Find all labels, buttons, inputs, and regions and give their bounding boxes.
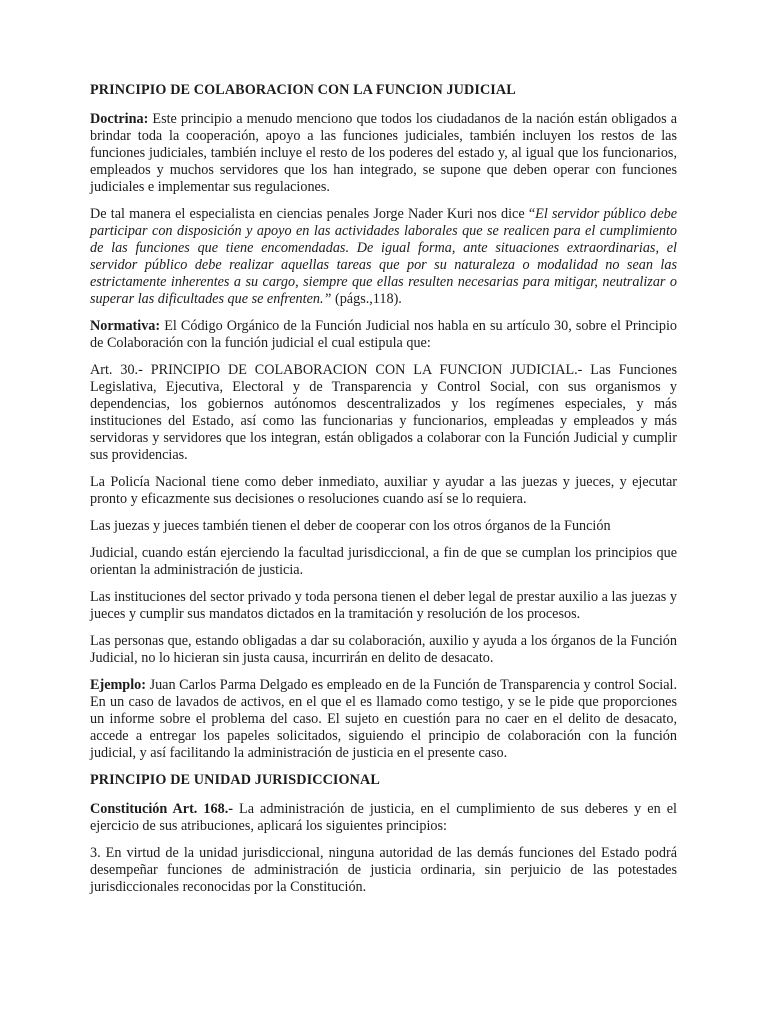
label-doctrina: Doctrina: xyxy=(90,111,149,127)
quote-nader-kuri: El servidor público debe participar con disposición y apoyo en las actividades laborales que se realicen para el cumplimiento de las funciones que tiene encomendadas. De igual forma, ante situaciones extraordinarias, el servidor público debe realizar aquellas tareas que por su naturaleza o modalidad no sean las estrictamente inherentes a su cargo, siempre que ellas resulten necesarias para mitigar, neutralizar o superar las dificultades que se enfrenten.” xyxy=(90,206,678,307)
paragraph-policia: La Policía Nacional tiene como deber inmediato, auxiliar y ayudar a las juezas y jueces, y ejecutar pronto y eficazmente sus decisiones o resoluciones cuando así se lo requiera. xyxy=(90,474,677,507)
paragraph-doctrina xyxy=(90,111,677,196)
text-ejemplo: Juan Carlos Parma Delgado es empleado en de la Función de Transparencia y control Social. En un caso de lavados de activos, en el que el es llamado como testigo, y se le pide que proporciones un informe sobre el problema del caso. El sujeto en cuestión para no caer en el delito de desacato, accede a entregar los papeles solicitados, siguiendo el principio de colaboración con la función judicial, y así facilitando la administración de justicia en el presente caso. xyxy=(90,677,677,761)
text-doctrina: Este principio a menudo menciono que todos los ciudadanos de la nación están obligados a brindar toda la cooperación, apoyo a las funciones judiciales, también incluyen los restos de las funciones judiciales, también incluye el resto de los poderes del estado y, al igual que los funcionarios, empleados y muchos servidores que los han integrado, se supone que deben operar con funciones judiciales e implementar sus regulaciones. xyxy=(90,111,677,195)
label-constitucion: Constitución Art. 168.- xyxy=(90,801,233,817)
label-normativa: Normativa: xyxy=(90,318,161,334)
label-ejemplo: Ejemplo: xyxy=(90,677,146,693)
paragraph-juezas: Las juezas y jueces también tienen el deber de cooperar con los otros órganos de la Función xyxy=(90,518,611,534)
paragraph-art-30: Art. 30.- PRINCIPIO DE COLABORACION CON LA FUNCION JUDICIAL.- Las Funciones Legislativa, Ejecutiva, Electoral y de Transparencia y Control Social, con sus organismos y dependencias, los gobiernos autónomos descentralizados y los regímenes especiales, y más instituciones del Estado, así como las funcionarias y funcionarios, empleadas y empleados y más servidoras y servidores que los integran, están obligados a colaborar con la Función Judicial y cumplir sus providencias. xyxy=(90,362,677,463)
paragraph-punto-3: 3. En virtud de la unidad jurisdiccional, ninguna autoridad de las demás funciones del Estado podrá desempeñar funciones de administración de justicia ordinaria, sin perjuicio de las potestades jurisdiccionales reconocidas por la Constitución. xyxy=(90,845,677,895)
text-normativa: El Código Orgánico de la Función Judicial nos habla en su artículo 30, sobre el Principio de Colaboración con la función judicial el cual estipula que: xyxy=(90,318,677,351)
paragraph-personas: Las personas que, estando obligadas a dar su colaboración, auxilio y ayuda a los órganos de la Función Judicial, no lo hicieran sin justa causa, incurrirán en delito de desacato. xyxy=(90,633,677,666)
heading-principio-colaboracion: PRINCIPIO DE COLABORACION CON LA FUNCION JUDICIAL xyxy=(90,82,516,98)
paragraph-ejemplo xyxy=(90,677,677,762)
heading-principio-unidad: PRINCIPIO DE UNIDAD JURISDICCIONAL xyxy=(90,772,380,788)
paragraph-judicial: Judicial, cuando están ejerciendo la facultad jurisdiccional, a fin de que se cumplan los principios que orientan la administración de justicia. xyxy=(90,545,677,578)
text-constitucion: La administración de justicia, en el cumplimiento de sus deberes y en el ejercicio de sus atribuciones, aplicará los siguientes principios: xyxy=(90,801,677,834)
text-especialista-intro: De tal manera el especialista en ciencias penales Jorge Nader Kuri nos dice “ xyxy=(90,206,536,222)
paragraph-instituciones: Las instituciones del sector privado y toda persona tienen el deber legal de prestar auxilio a las juezas y jueces y cumplir sus mandatos dictados en la tramitación y resolución de los procesos. xyxy=(90,589,677,622)
paragraph-normativa xyxy=(90,318,677,352)
paragraph-especialista xyxy=(90,206,677,308)
document-page xyxy=(90,82,677,906)
citation: (págs.,118). xyxy=(331,291,402,307)
paragraph-constitucion xyxy=(90,801,677,835)
